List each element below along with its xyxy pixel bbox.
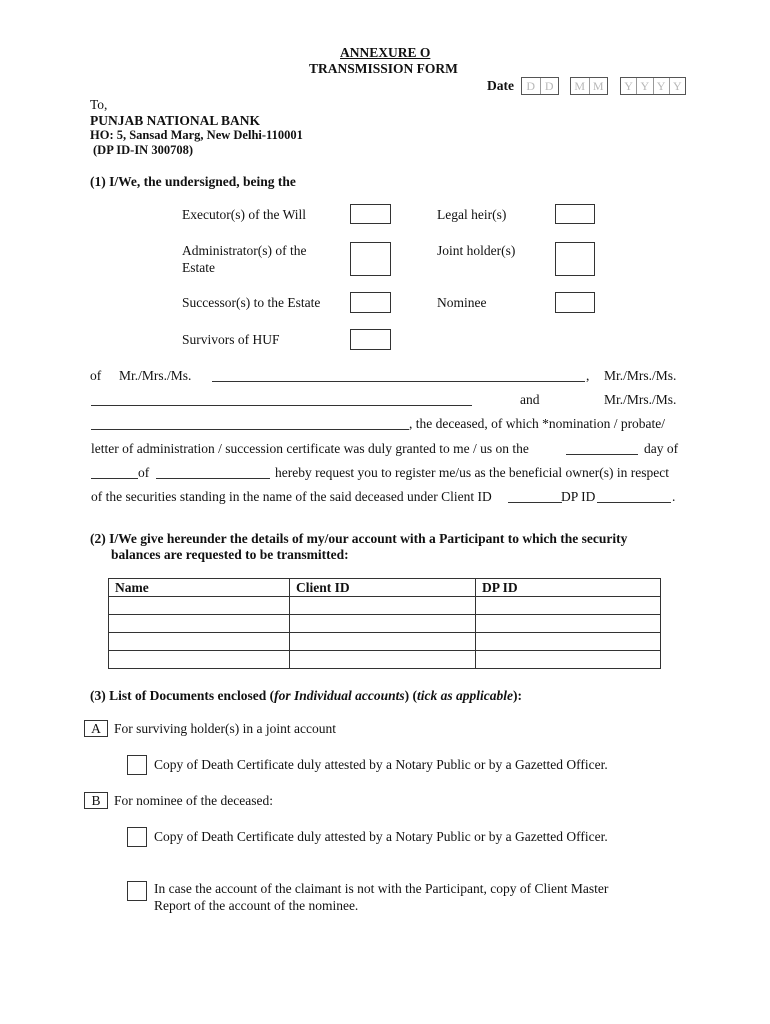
date-label: Date (487, 78, 514, 93)
form-title: TRANSMISSION FORM (309, 61, 458, 76)
salutation-1: Mr./Mrs./Ms. (119, 368, 192, 383)
dp-id-cell[interactable] (476, 651, 661, 669)
date-day-field[interactable] (521, 77, 559, 95)
day-of-text: day of (644, 441, 679, 456)
bank-name: PUNJAB NATIONAL BANK (90, 113, 261, 128)
executor-label: Executor(s) of the Will (182, 207, 307, 222)
death-certificate-b-checkbox[interactable] (127, 827, 147, 847)
grant-text: letter of administration / succession certificate was duly granted to me / us on the (91, 441, 529, 456)
executor-checkbox[interactable] (350, 204, 391, 224)
salutation-3: Mr./Mrs./Ms. (604, 392, 677, 407)
period: . (672, 489, 676, 504)
name-blank-2[interactable] (91, 405, 472, 406)
section-3-heading-d: tick as applicable (417, 688, 513, 703)
section-3-heading-c: ) ( (404, 688, 418, 703)
date-year-field[interactable] (620, 77, 686, 95)
of-word: of (90, 368, 102, 383)
annexure-title: ANNEXURE O (340, 45, 431, 60)
grant-month-blank[interactable] (91, 478, 138, 479)
col-client-id-header: Client ID (290, 579, 476, 597)
option-b-text: For nominee of the deceased: (114, 793, 273, 808)
head-office-address: HO: 5, Sansad Marg, New Delhi-110001 (90, 128, 303, 142)
date-month-field[interactable] (570, 77, 608, 95)
section-3-heading (90, 688, 522, 704)
administrator-label-line1: Administrator(s) of the (182, 243, 307, 258)
year-digit-1: Y (621, 78, 637, 94)
year-digit-4: Y (673, 79, 682, 93)
option-b-label: B (84, 792, 108, 809)
of-word-2: of (138, 465, 150, 480)
client-master-text-line1: In case the account of the claimant is not with the Participant, copy of Client Master (154, 881, 609, 896)
client-master-text-line2: Report of the account of the nominee. (154, 898, 359, 913)
option-a-text: For surviving holder(s) in a joint account (114, 721, 336, 736)
comma: , (586, 368, 590, 383)
col-name-header: Name (109, 579, 290, 597)
grant-day-blank[interactable] (566, 454, 638, 455)
dp-id-cell[interactable] (476, 633, 661, 651)
address-to: To, (90, 97, 108, 112)
year-digit-3: Y (654, 78, 670, 94)
section-1-heading: (1) I/We, the undersigned, being the (90, 174, 296, 189)
month-digit-2: M (592, 79, 604, 93)
dp-id-text: DP ID (561, 489, 596, 504)
day-digit-2: D (544, 79, 554, 93)
dp-id-cell[interactable] (476, 615, 661, 633)
section-3-heading-a: (3) List of Documents enclosed ( (90, 688, 275, 703)
deceased-text: , the deceased, of which *nomination / probate/ (409, 416, 666, 431)
request-text: hereby request you to register me/us as the beneficial owner(s) in respect (275, 465, 669, 480)
dp-id-blank[interactable] (597, 502, 671, 503)
joint-holder-checkbox[interactable] (555, 242, 595, 276)
name-cell[interactable] (109, 651, 290, 669)
option-a-label: A (84, 720, 108, 737)
client-id-cell[interactable] (290, 651, 476, 669)
section-2-heading-line1: (2) I/We give hereunder the details of my/our account with a Participant to which the security (90, 531, 628, 546)
section-3-heading-b: for Individual accounts (274, 688, 405, 703)
name-cell[interactable] (109, 615, 290, 633)
administrator-label-line2: Estate (182, 260, 215, 275)
death-certificate-a-text: Copy of Death Certificate duly attested by a Notary Public or by a Gazetted Officer. (154, 757, 608, 772)
month-digit-1: M (571, 78, 590, 94)
day-digit-1: D (522, 78, 541, 94)
col-dp-id-header: DP ID (476, 579, 661, 597)
year-digit-2: Y (637, 78, 653, 94)
table-row (109, 615, 661, 633)
successor-label: Successor(s) to the Estate (182, 295, 321, 310)
joint-holder-label: Joint holder(s) (437, 243, 516, 258)
table-row (109, 651, 661, 669)
table-row (109, 597, 661, 615)
client-id-cell[interactable] (290, 597, 476, 615)
section-3-heading-e: ): (513, 688, 522, 703)
legal-heir-checkbox[interactable] (555, 204, 595, 224)
administrator-checkbox[interactable] (350, 242, 391, 276)
name-blank-3[interactable] (91, 429, 409, 430)
client-master-checkbox[interactable] (127, 881, 147, 901)
table-header-row (109, 579, 661, 597)
name-blank-1[interactable] (212, 381, 585, 382)
and-word: and (520, 392, 540, 407)
client-id-blank[interactable] (508, 502, 562, 503)
dp-id-cell[interactable] (476, 597, 661, 615)
grant-year-blank[interactable] (156, 478, 270, 479)
name-cell[interactable] (109, 633, 290, 651)
successor-checkbox[interactable] (350, 292, 391, 313)
salutation-2: Mr./Mrs./Ms. (604, 368, 677, 383)
client-id-cell[interactable] (290, 615, 476, 633)
section-2-heading-line2: balances are requested to be transmitted: (111, 547, 349, 562)
survivors-huf-checkbox[interactable] (350, 329, 391, 350)
securities-text: of the securities standing in the name of the said deceased under Client ID (91, 489, 492, 504)
death-certificate-b-text: Copy of Death Certificate duly attested by a Notary Public or by a Gazetted Officer. (154, 829, 608, 844)
dp-id-line: (DP ID-IN 300708) (93, 143, 193, 157)
legal-heir-label: Legal heir(s) (437, 207, 507, 222)
survivors-huf-label: Survivors of HUF (182, 332, 280, 347)
death-certificate-a-checkbox[interactable] (127, 755, 147, 775)
table-row (109, 633, 661, 651)
nominee-label: Nominee (437, 295, 487, 310)
nominee-checkbox[interactable] (555, 292, 595, 313)
account-details-table (108, 578, 661, 669)
client-id-cell[interactable] (290, 633, 476, 651)
name-cell[interactable] (109, 597, 290, 615)
